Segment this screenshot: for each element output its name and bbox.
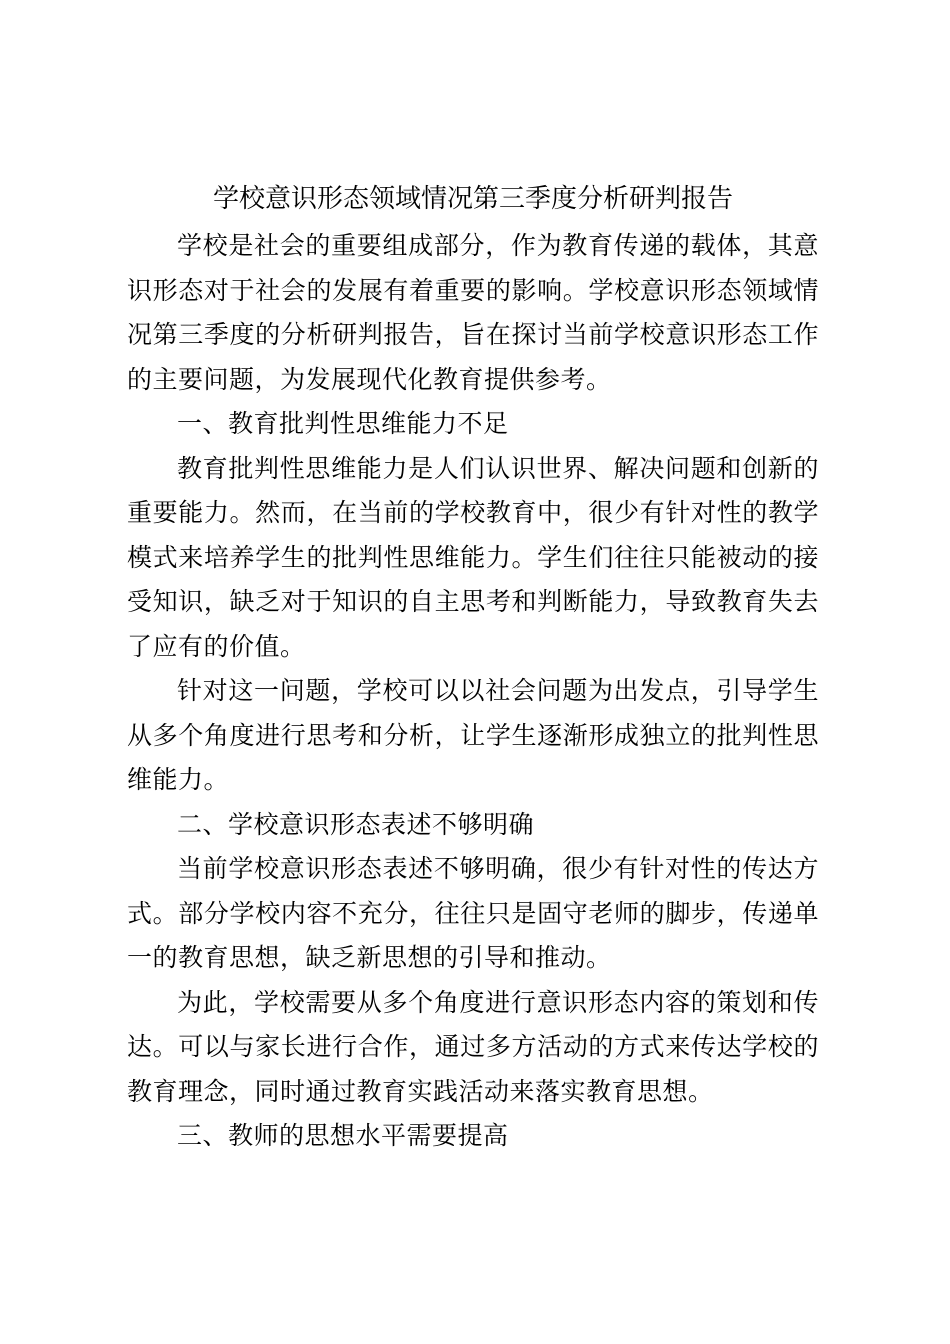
section-1-paragraph-1: 教育批判性思维能力是人们认识世界、解决问题和创新的重要能力。然而，在当前的学校教育中，很少有针对性的教学模式来培养学生的批判性思维能力。学生们往往只能被动的接受知识，缺乏对于知识的自主思考和判断能力，导致教育失去了应有的价值。 — [127, 453, 819, 661]
section-2-paragraph-1: 当前学校意识形态表述不够明确，很少有针对性的传达方式。部分学校内容不充分，往往只是固守老师的脚步，传递单一的教育思想，缺乏新思想的引导和推动。 — [127, 854, 819, 972]
document-body — [127, 174, 819, 1159]
section-heading-2: 二、学校意识形态表述不够明确 — [177, 809, 535, 839]
section-2-paragraph-2: 为此，学校需要从多个角度进行意识形态内容的策划和传达。可以与家长进行合作，通过多方活动的方式来传达学校的教育理念，同时通过教育实践活动来落实教育思想。 — [127, 987, 819, 1106]
section-1-paragraph-2: 针对这一问题，学校可以以社会问题为出发点，引导学生从多个角度进行思考和分析，让学生逐渐形成独立的批判性思维能力。 — [127, 676, 819, 794]
section-heading-3: 三、教师的思想水平需要提高 — [177, 1121, 509, 1150]
document-title: 学校意识形态领域情况第三季度分析研判报告 — [212, 184, 733, 214]
intro-paragraph: 学校是社会的重要组成部分，作为教育传递的载体，其意识形态对于社会的发展有着重要的影响。学校意识形态领域情况第三季度的分析研判报告，旨在探讨当前学校意识形态工作的主要问题，为发展现代化教育提供参考。 — [127, 231, 819, 394]
section-heading-1: 一、教育批判性思维能力不足 — [177, 409, 509, 438]
